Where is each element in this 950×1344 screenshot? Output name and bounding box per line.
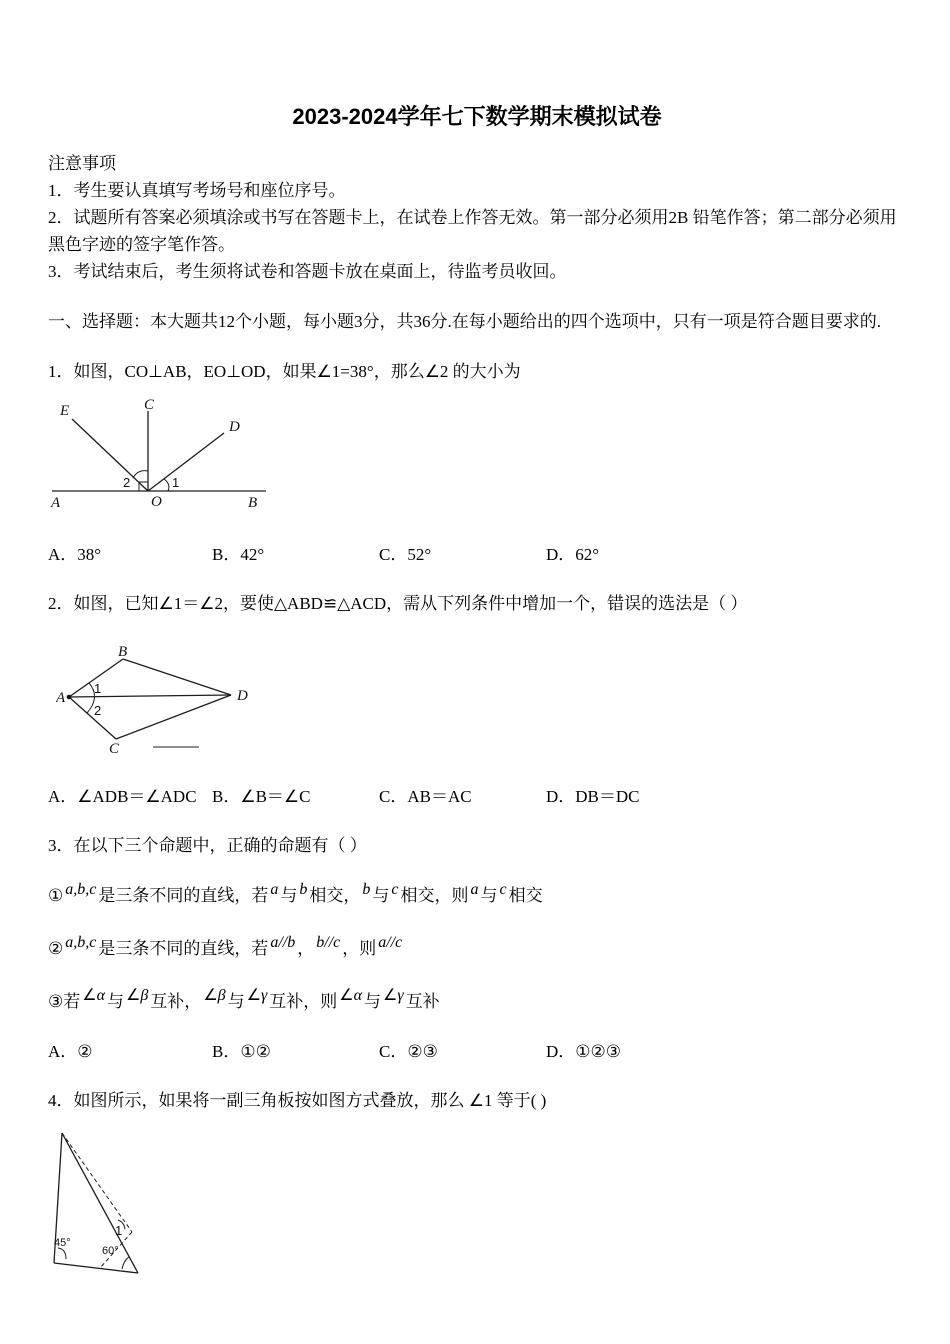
q3-option-d: D．①②③ (546, 1042, 621, 1061)
q2-figure (56, 645, 271, 763)
angle-1-label: 1 (115, 1223, 123, 1238)
angle-1-label: 1 (172, 475, 180, 490)
math-term: ∠α (339, 987, 363, 1004)
q4-figure (48, 1128, 168, 1286)
notice-section (48, 151, 906, 285)
point-label-B: B (248, 495, 258, 511)
angle-60-label: 60° (102, 1245, 119, 1257)
math-term: b//c (316, 934, 341, 951)
q4-stem: 4．如图所示，如果将一副三角板按如图方式叠放，那么 ∠1 等于( ) (48, 1091, 547, 1110)
q3-stem: 3．在以下三个命题中，正确的命题有（ ） (48, 836, 367, 855)
math-term: ∠γ (246, 987, 268, 1004)
prop-text: 相交， (309, 886, 361, 905)
point-label-A: A (51, 495, 61, 511)
notice-heading: 注意事项 (48, 154, 116, 173)
q1-options (48, 543, 906, 567)
angle-60-arc (122, 1257, 129, 1269)
vertex-dot-A (67, 695, 72, 700)
point-label-A: A (56, 690, 66, 706)
prop-text: 与 (372, 886, 390, 905)
q2-stem: 2．如图，已知∠1＝∠2，要使△ABD≌△ACD，需从下列条件中增加一个，错误的选法是（ ） (48, 594, 748, 613)
question-1 (48, 359, 906, 567)
prop-text: 互补，则 (269, 992, 338, 1011)
math-term: a (470, 881, 479, 898)
point-label-C: C (144, 399, 155, 413)
prop-marker: ③ (48, 992, 64, 1011)
q3-option-a: A．② (48, 1042, 93, 1061)
prop-marker: ① (48, 886, 64, 905)
q3-proposition-3 (48, 987, 906, 1018)
q1-option-b: B．42° (212, 545, 265, 564)
q1-option-d: D．62° (546, 545, 600, 564)
angle-2-arc (133, 471, 148, 478)
q1-option-c: C．52° (379, 545, 432, 564)
point-label-D: D (229, 419, 240, 435)
prop-text: 相交 (508, 886, 543, 905)
prop-text: 若 (63, 992, 81, 1011)
prop-text: 与 (480, 886, 498, 905)
angle-2-label: 2 (123, 475, 131, 490)
math-term: ∠β (126, 987, 149, 1004)
question-4 (48, 1088, 906, 1286)
angle-45-arc (58, 1248, 66, 1259)
prop-marker: ② (48, 939, 64, 958)
prop-text: ，则 (342, 939, 377, 958)
prop-text: 相交，则 (400, 886, 469, 905)
q3-option-c: C．②③ (379, 1042, 438, 1061)
angle-1-arc (164, 479, 169, 491)
prop-text: 互补 (405, 992, 440, 1011)
prop-text: 与 (107, 992, 124, 1011)
math-term: b (362, 881, 371, 898)
q3-proposition-1 (48, 881, 906, 912)
q3-proposition-2 (48, 934, 906, 965)
q3-options (48, 1040, 906, 1064)
q2-option-c: C．AB＝AC (379, 787, 472, 806)
q1-stem: 1．如图，CO⊥AB，EO⊥OD，如果∠1=38°，那么∠2 的大小为 (48, 362, 521, 381)
math-term: c (499, 881, 507, 898)
angle-2-label: 2 (94, 703, 102, 718)
question-3 (48, 833, 906, 1064)
math-term: a (270, 881, 279, 898)
angle-45-label: 45° (54, 1237, 71, 1249)
point-label-E: E (60, 403, 70, 419)
section-1-heading: 一、选择题：本大题共12个小题，每小题3分，共36分.在每小题给出的四个选项中，只有一项是符合题目要求的. (48, 312, 881, 331)
point-label-O: O (151, 494, 162, 510)
math-term: a//c (378, 934, 403, 951)
math-term: a,b,c (65, 881, 97, 898)
q1-figure (48, 399, 283, 521)
prop-text: 与 (364, 992, 382, 1011)
notice-item-2: 2．试题所有答案必须填涂或书写在答题卡上，在试卷上作答无效。第一部分必须用2B 铅笔作答；第二部分必须用黑色字迹的签字笔作答。 (48, 208, 897, 254)
notice-item-1: 1．考生要认真填写考场号和座位序号。 (48, 181, 346, 200)
q2-options (48, 785, 906, 809)
q2-option-b: B．∠B＝∠C (212, 787, 311, 806)
q1-option-a: A．38° (48, 545, 102, 564)
notice-item-3: 3．考试结束后，考生须将试卷和答题卡放在桌面上，待监考员收回。 (48, 262, 567, 281)
math-term: b (299, 881, 308, 898)
point-label-C: C (109, 741, 120, 757)
angle-1-label: 1 (94, 681, 102, 696)
math-term: ∠γ (383, 987, 404, 1004)
prop-text: 是三条不同的直线，若 (98, 886, 269, 905)
prop-text: 与 (227, 992, 245, 1011)
prop-text: 与 (280, 886, 298, 905)
prop-text: ， (297, 939, 315, 958)
q3-option-b: B．①② (212, 1042, 271, 1061)
math-term: a//b (270, 934, 296, 951)
point-label-D: D (237, 688, 248, 704)
math-term: ∠α (82, 987, 105, 1004)
page-title: 2023-2024学年七下数学期末模拟试卷 (292, 104, 662, 129)
prop-text: 是三条不同的直线，若 (98, 939, 269, 958)
point-label-B: B (118, 645, 128, 660)
math-term: c (391, 881, 399, 898)
math-term: ∠β (203, 987, 226, 1004)
dashed-edge-1 (62, 1133, 132, 1232)
q2-option-a: A．∠ADB＝∠ADC (48, 787, 197, 806)
math-term: a,b,c (65, 934, 97, 951)
q2-option-d: D．DB＝DC (546, 787, 640, 806)
question-2 (48, 591, 906, 809)
prop-text: 互补， (150, 992, 202, 1011)
